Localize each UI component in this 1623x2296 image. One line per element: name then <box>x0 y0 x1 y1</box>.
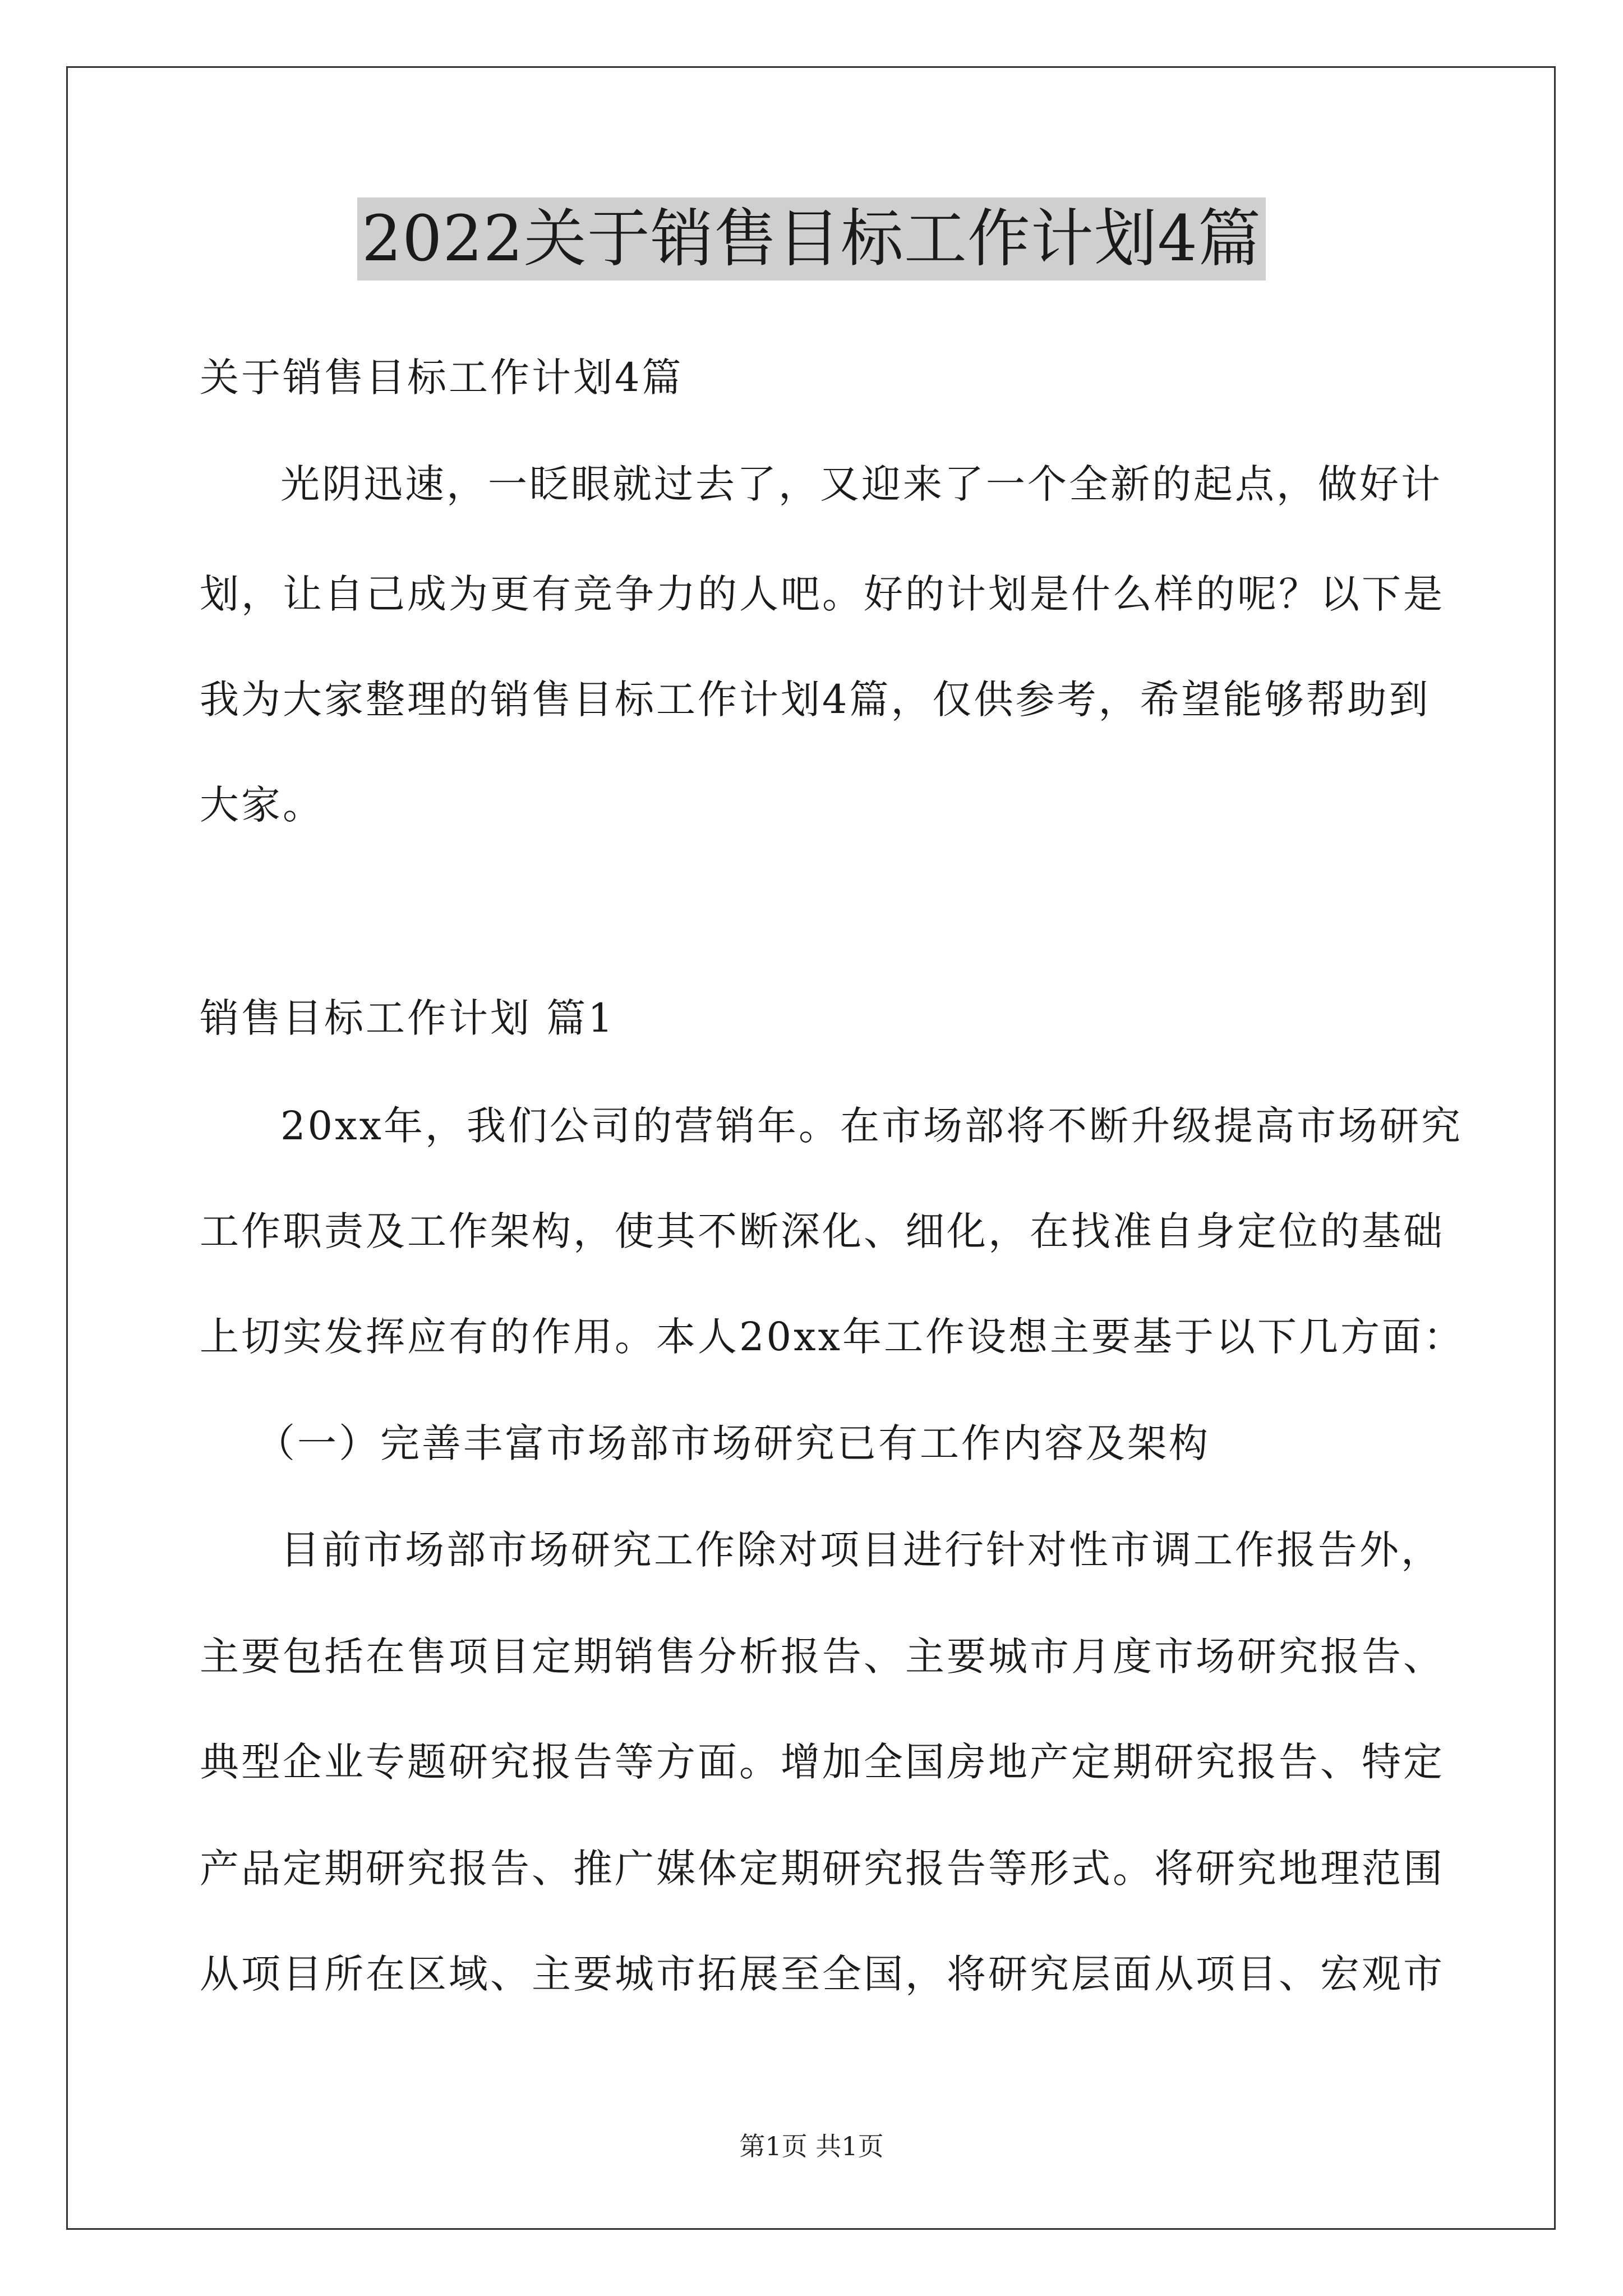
title-wrap <box>0 197 1623 280</box>
intro-line: 我为大家整理的销售目标工作计划4篇，仅供参考，希望能够帮助到 <box>200 677 1431 723</box>
document-subtitle: 关于销售目标工作计划4篇 <box>200 355 684 401</box>
section-line: 上切实发挥应有的作用。本人20xx年工作设想主要基于以下几方面： <box>200 1314 1465 1360</box>
section-line: 产品定期研究报告、推广媒体定期研究报告等形式。将研究地理范围 <box>200 1846 1445 1892</box>
page-footer: 第1页 共1页 <box>739 2131 884 2161</box>
section-line: 主要包括在售项目定期销售分析报告、主要城市月度市场研究报告、 <box>200 1634 1445 1680</box>
section-line: 目前市场部市场研究工作除对项目进行针对性市调工作报告外， <box>280 1527 1442 1573</box>
section-subheading: （一）完善丰富市场部市场研究已有工作内容及架构 <box>256 1420 1210 1466</box>
intro-line: 光阴迅速，一眨眼就过去了，又迎来了一个全新的起点，做好计 <box>280 461 1442 507</box>
document-title: 2022关于销售目标工作计划4篇 <box>357 197 1266 280</box>
section-heading: 销售目标工作计划 篇1 <box>200 995 615 1041</box>
intro-line: 划，让自己成为更有竞争力的人吧。好的计划是什么样的呢？以下是 <box>200 571 1445 617</box>
section-line: 20xx年，我们公司的营销年。在市场部将不断升级提高市场研究 <box>280 1103 1463 1149</box>
section-line: 典型企业专题研究报告等方面。增加全国房地产定期研究报告、特定 <box>200 1739 1445 1785</box>
intro-line: 大家。 <box>200 782 324 828</box>
section-line: 工作职责及工作架构，使其不断深化、细化，在找准自身定位的基础 <box>200 1208 1445 1254</box>
section-line: 从项目所在区域、主要城市拓展至全国，将研究层面从项目、宏观市 <box>200 1951 1445 1997</box>
